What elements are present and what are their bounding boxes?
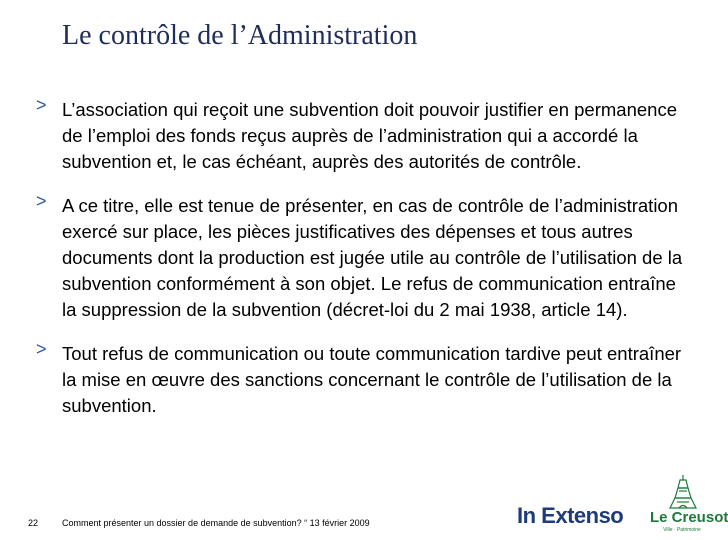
footer-caption: Comment présenter un dossier de demande de subvention? “ 13 février 2009: [62, 518, 370, 528]
bullet-item: [32, 97, 692, 175]
bullet-item: [32, 341, 692, 419]
bullet-item: [32, 193, 692, 323]
page-number: 22: [28, 518, 39, 528]
lecreusot-subtitle: Ville · Patrimoine: [663, 527, 701, 533]
lecreusot-logo: [650, 474, 728, 534]
bullet-text: L’association qui reçoit une subvention doit pouvoir justifier en permanence de l’emploi des fonds reçus auprès de l’administration qui a accordé la subvention et, le cas échéant, auprès des autorités de contrôle.: [62, 99, 677, 172]
bullet-marker-icon: >: [36, 95, 47, 115]
bullet-marker-icon: >: [36, 191, 47, 211]
bullet-text: Tout refus de communication ou toute communication tardive peut entraîner la mise en œuvre des sanctions concernant le contrôle de l’utilisation de la subvention.: [62, 343, 682, 416]
bullet-marker-icon: >: [36, 339, 47, 359]
bullet-list: [32, 97, 692, 437]
bullet-text: A ce titre, elle est tenue de présenter, en cas de contrôle de l’administration exercé sur place, les pièces justificatives des dépenses et tous autres documents dont la production est jugée utile au contrôle de l’utilisation de la subvention conformément à son objet. Le refus de communication entraîne la suppression de la subvention (décret-loi du 2 mai 1938, article 14).: [62, 195, 683, 320]
lecreusot-text: Le Creusot: [650, 509, 728, 526]
page-title: Le contrôle de l’Administration: [62, 20, 418, 51]
tower-icon: [650, 474, 714, 510]
inextenso-logo: In Extenso: [517, 503, 624, 528]
